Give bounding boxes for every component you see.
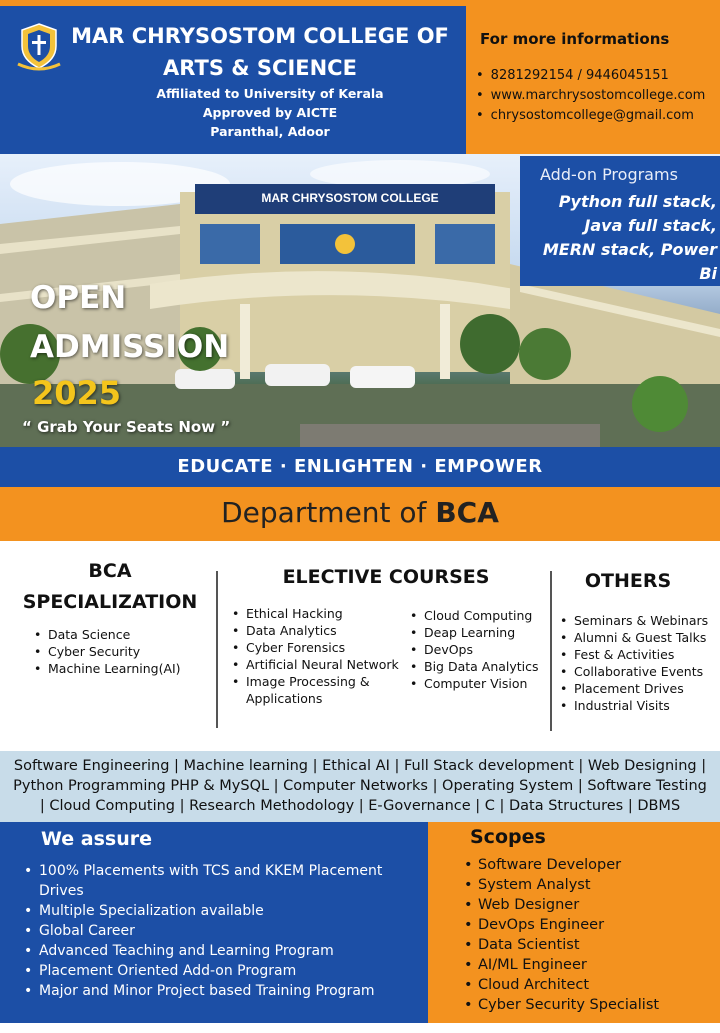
list-item: • Ethical Hacking bbox=[232, 605, 410, 622]
list-item: • Data Scientist bbox=[464, 935, 659, 955]
open-admission-heading bbox=[30, 274, 229, 372]
department-prefix: Department of bbox=[221, 496, 427, 529]
assure-title: We assure bbox=[41, 828, 153, 850]
subjects-line-3: | Cloud Computing | Research Methodology | E-Governance | C | Data Structures | DBMS bbox=[39, 798, 681, 814]
list-item: • Multiple Specialization available bbox=[24, 901, 419, 921]
addon-program-2: Java full stack, bbox=[584, 216, 717, 235]
college-name-line2: ARTS & SCIENCE bbox=[163, 56, 357, 80]
addon-program-3: MERN stack, Power Bi bbox=[542, 240, 717, 283]
specialization-title-line1: BCA bbox=[88, 560, 132, 582]
list-item: • Big Data Analytics bbox=[410, 658, 550, 675]
affiliation-text: Affiliated to University of Kerala bbox=[156, 86, 384, 101]
list-item: • Industrial Visits bbox=[560, 697, 718, 714]
list-item: • Computer Vision bbox=[410, 675, 550, 692]
college-name bbox=[60, 20, 460, 84]
addon-program-1: Python full stack, bbox=[558, 192, 717, 211]
scopes-list bbox=[464, 855, 659, 1015]
list-item: • Global Career bbox=[24, 921, 419, 941]
contact-website[interactable]: • www.marchrysostomcollege.com bbox=[476, 86, 705, 106]
list-item: • Cyber Security bbox=[34, 643, 214, 660]
grab-seats-tagline: “ Grab Your Seats Now ” bbox=[22, 418, 231, 436]
department-title bbox=[0, 487, 720, 541]
list-item: • Data Science bbox=[34, 626, 214, 643]
list-item: • Data Analytics bbox=[232, 622, 410, 639]
contact-phone: • 8281292154 / 9446045151 bbox=[476, 66, 705, 86]
list-item: • AI/ML Engineer bbox=[464, 955, 659, 975]
list-item: • DevOps Engineer bbox=[464, 915, 659, 935]
open-line: OPEN bbox=[30, 280, 127, 316]
list-item: • 100% Placements with TCS and KKEM Placement Drives bbox=[24, 861, 419, 901]
list-item: • Alumni & Guest Talks bbox=[560, 629, 718, 646]
list-item: • Deap Learning bbox=[410, 624, 550, 641]
list-item: • Web Designer bbox=[464, 895, 659, 915]
contact-email[interactable]: • chrysostomcollege@gmail.com bbox=[476, 106, 705, 126]
subjects-line-2: Python Programming PHP & MySQL | Computer Networks | Operating System | Software Testing bbox=[13, 778, 707, 794]
scopes-title: Scopes bbox=[470, 826, 546, 848]
list-item: • Placement Drives bbox=[560, 680, 718, 697]
others-title: OTHERS bbox=[584, 570, 672, 592]
list-item: • Cloud Architect bbox=[464, 975, 659, 995]
list-item: • System Analyst bbox=[464, 875, 659, 895]
column-divider bbox=[550, 571, 552, 731]
list-item: • Major and Minor Project based Training Program bbox=[24, 981, 419, 1001]
electives-list-1 bbox=[232, 605, 410, 707]
bottom-margin bbox=[0, 1023, 720, 1033]
others-list bbox=[560, 612, 718, 714]
list-item: • DevOps bbox=[410, 641, 550, 658]
specialization-title bbox=[8, 556, 212, 618]
addon-programs-list bbox=[525, 190, 717, 286]
list-item: • Cloud Computing bbox=[410, 607, 550, 624]
department-name: BCA bbox=[435, 496, 499, 529]
location-text: Paranthal, Adoor bbox=[210, 124, 330, 139]
contact-list bbox=[476, 66, 705, 126]
electives-title: ELECTIVE COURSES bbox=[282, 566, 490, 588]
list-item: • Fest & Activities bbox=[560, 646, 718, 663]
column-divider bbox=[216, 571, 218, 728]
specialization-list bbox=[34, 626, 214, 677]
college-logo bbox=[12, 20, 66, 74]
building-sign: MAR CHRYSOSTOM COLLEGE bbox=[261, 191, 439, 205]
electives-list-2 bbox=[410, 607, 550, 692]
specialization-title-line2: SPECIALIZATION bbox=[22, 591, 198, 613]
list-item: • Image Processing & Applications bbox=[232, 673, 410, 707]
contact-title: For more informations bbox=[480, 30, 670, 48]
college-details bbox=[100, 84, 440, 141]
assure-list bbox=[24, 861, 419, 1001]
list-item: • Software Developer bbox=[464, 855, 659, 875]
admission-line: ADMISSION bbox=[30, 329, 230, 365]
motto-band: EDUCATE · ENLIGHTEN · EMPOWER bbox=[0, 447, 720, 487]
list-item: • Placement Oriented Add-on Program bbox=[24, 961, 419, 981]
subjects-line-1: Software Engineering | Machine learning | Ethical AI | Full Stack development | Web Designing | bbox=[13, 758, 707, 774]
list-item: • Artificial Neural Network bbox=[232, 656, 410, 673]
list-item: • Machine Learning(AI) bbox=[34, 660, 214, 677]
approval-text: Approved by AICTE bbox=[202, 105, 338, 120]
list-item: • Cyber Security Specialist bbox=[464, 995, 659, 1015]
list-item: • Cyber Forensics bbox=[232, 639, 410, 656]
list-item: • Advanced Teaching and Learning Program bbox=[24, 941, 419, 961]
admission-year: 2025 bbox=[32, 374, 122, 412]
addon-title: Add-on Programs bbox=[540, 165, 678, 184]
college-name-line1: MAR CHRYSOSTOM COLLEGE OF bbox=[71, 24, 449, 48]
list-item: • Seminars & Webinars bbox=[560, 612, 718, 629]
list-item: • Collaborative Events bbox=[560, 663, 718, 680]
subjects-band bbox=[0, 751, 720, 822]
